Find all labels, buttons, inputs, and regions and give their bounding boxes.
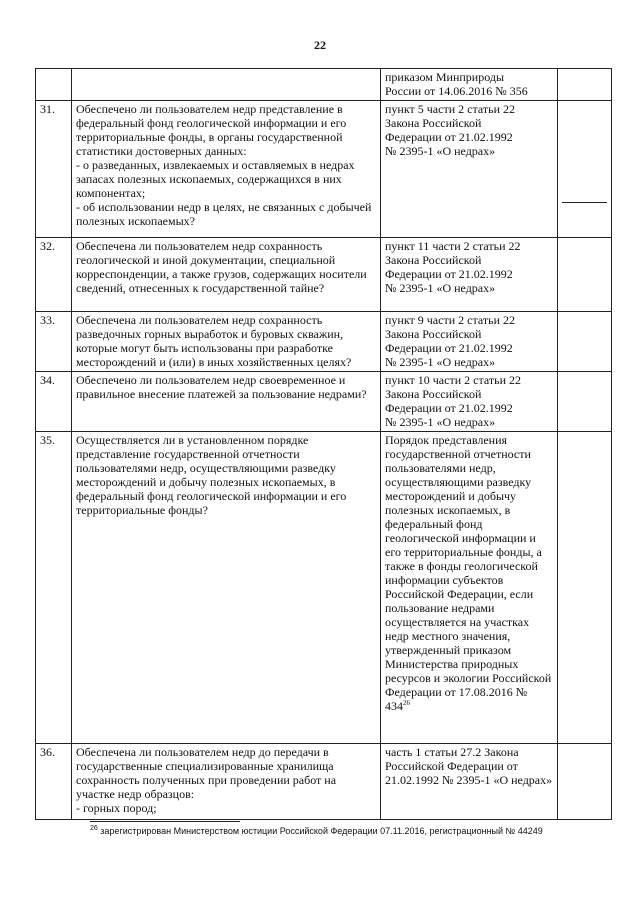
answer-cell [558, 312, 612, 372]
legal-basis-text: пункт 5 части 2 статьи 22 Закона Российской Федерации от 21.02.1992 № 2395-1 «О недрах» [385, 102, 515, 158]
legal-basis-text: пункт 11 части 2 статьи 22 Закона Российской Федерации от 21.02.1992 № 2395-1 «О недрах» [385, 239, 521, 295]
row-number: 34. [36, 372, 72, 432]
question-cell [72, 238, 381, 312]
answer-cell [558, 238, 612, 312]
legal-basis-cell [381, 238, 558, 312]
question-cell [72, 744, 381, 820]
answer-cell [558, 744, 612, 820]
table-row [36, 432, 612, 744]
table-row [36, 372, 612, 432]
row-number: 36. [36, 744, 72, 820]
question-cell [72, 101, 381, 238]
question-cell [72, 312, 381, 372]
legal-basis-cell [381, 372, 558, 432]
footnote [90, 826, 543, 836]
question-text: Обеспечена ли пользователем недр до передачи в государственные специализированные хранилища сохранность полученных при проведении работ на участке недр образцов: - горных пород; [76, 745, 337, 815]
answer-cell [558, 101, 612, 238]
answer-cell [558, 69, 612, 101]
legal-basis-text: Порядок представления государственной отчетности пользователями недр, осуществляющими разведку месторождений и добычу полезных ископаемых, в федеральный фонд геологической информации и его территориальные фонды, а также в фонды геологической информации субъектов Российской Федерации, если пользование недрами осуществляется на участках недр местного значения, утвержденный приказом Министерства природных ресурсов и экологии Российской Федерации от 17.08.2016 № 434 [385, 433, 552, 713]
question-cell [72, 69, 381, 101]
page-number: 22 [314, 38, 326, 52]
legal-basis-text: пункт 9 части 2 статьи 22 Закона Российской Федерации от 21.02.1992 № 2395-1 «О недрах» [385, 313, 515, 369]
legal-basis-cell [381, 312, 558, 372]
question-text: Осуществляется ли в установленном порядке представление государственной отчетности пользователями недр, осуществляющими разведку месторождений и добычу полезных ископаемых, в федеральный фонд геологической информации и его территориальные фонды? [76, 433, 347, 517]
row-number [36, 69, 72, 101]
legal-basis-text: часть 1 статьи 27.2 Закона Российской Федерации от 21.02.1992 № 2395-1 «О недрах» [385, 745, 553, 787]
answer-cell [558, 432, 612, 744]
footnote-marker: 26 [90, 825, 98, 832]
table-row [36, 744, 612, 820]
legal-basis-cell [381, 432, 558, 744]
question-text: Обеспечено ли пользователем недр своевременное и правильное внесение платежей за пользование недрами? [76, 373, 367, 401]
question-text: Обеспечена ли пользователем недр сохранность разведочных горных выработок и буровых скважин, которые могут быть использованы при разработке месторождений и (или) в иных хозяйственных целях? [76, 313, 352, 369]
question-text: Обеспечена ли пользователем недр сохранность геологической и иной документации, специальной корреспонденции, а также грузов, содержащих носители сведений, отнесенных к государственной тайне? [76, 239, 367, 295]
legal-basis-cell [381, 69, 558, 101]
legal-basis-cell [381, 744, 558, 820]
answer-box [562, 102, 607, 202]
question-cell [72, 432, 381, 744]
legal-basis-text: приказом Минприроды России от 14.06.2016 № 356 [385, 70, 528, 98]
footnote-divider [90, 821, 240, 822]
answer-box [562, 202, 607, 236]
legal-basis-cell [381, 101, 558, 238]
question-cell [72, 372, 381, 432]
table-row [36, 238, 612, 312]
table-row [36, 101, 612, 238]
footnote-text: зарегистрирован Министерством юстиции Российской Федерации 07.11.2016, регистрационный № 44249 [97, 826, 543, 836]
row-number: 31. [36, 101, 72, 238]
answer-cell [558, 372, 612, 432]
table-row [36, 69, 612, 101]
table-row [36, 312, 612, 372]
footnote-marker: 26 [403, 699, 410, 707]
question-text: Обеспечено ли пользователем недр представление в федеральный фонд геологической информации и его территориальные фонды, в органы государственной статистики достоверных данных: - о разведанных, извлекаемых и оставляемых в недрах запасах полезных ископаемых, содержащихся в них компонентах; - об использовании недр в целях, не связанных с добычей полезных ископаемых? [76, 102, 372, 228]
row-number: 32. [36, 238, 72, 312]
legal-basis-text: пункт 10 части 2 статьи 22 Закона Российской Федерации от 21.02.1992 № 2395-1 «О недрах» [385, 373, 521, 429]
checklist-table [35, 68, 612, 820]
row-number: 35. [36, 432, 72, 744]
row-number: 33. [36, 312, 72, 372]
